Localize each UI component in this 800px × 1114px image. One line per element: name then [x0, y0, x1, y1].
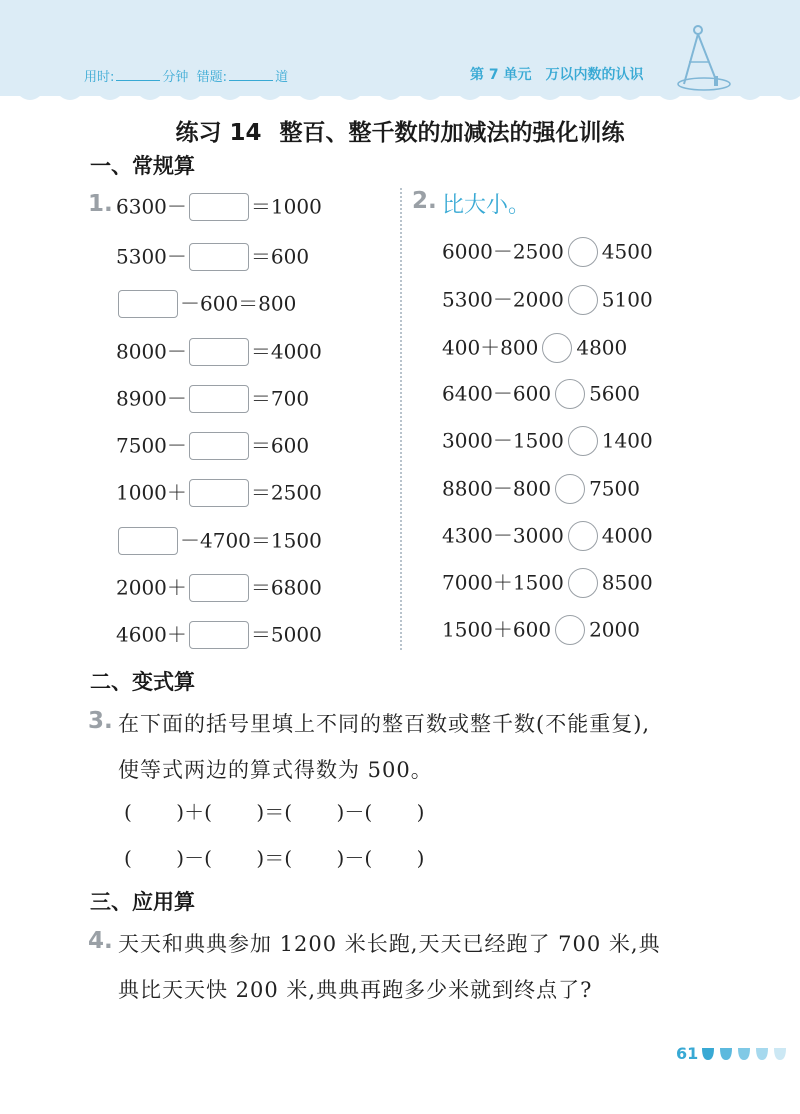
dao-label: 道: [275, 70, 289, 85]
answer-box[interactable]: [118, 290, 178, 318]
compare-right: 5600: [589, 381, 640, 406]
q1-row-pre: 2000＋: [116, 575, 187, 600]
answer-box[interactable]: [189, 574, 249, 602]
q1-row: [116, 430, 309, 458]
compare-circle[interactable]: [555, 379, 585, 409]
q2-title: 比大小。: [442, 193, 531, 218]
q4-text-line-2: 典比天天快 200 米,典典再跑多少米就到终点了?: [118, 978, 593, 1002]
compare-left: 4300－3000: [442, 523, 564, 548]
q1-row-pre: 1000＋: [116, 480, 187, 505]
compare-left: 6000－2500: [442, 239, 564, 264]
unit-heading: [470, 64, 644, 84]
exercise-title: 整百、整千数的加减法的强化训练: [279, 120, 625, 146]
q3-equation-1[interactable]: ( )＋( )＝( )－( ): [124, 800, 425, 824]
section-2-heading: 二、变式算: [90, 670, 195, 694]
q1-row-post: ＝600: [250, 244, 310, 269]
q1-row-post: －4700＝1500: [180, 528, 322, 553]
compare-row: [442, 234, 653, 266]
q1-number: 1.: [88, 191, 113, 217]
compare-right: 2000: [589, 617, 640, 642]
q1-row-pre: 4600＋: [116, 622, 187, 647]
compare-circle[interactable]: [568, 568, 598, 598]
q1-row-post: ＝6800: [250, 575, 322, 600]
q4-number: 4.: [88, 928, 113, 954]
answer-box[interactable]: [189, 193, 249, 221]
page-decoration-icon: [700, 1046, 792, 1062]
compare-circle[interactable]: [542, 333, 572, 363]
compare-circle[interactable]: [568, 426, 598, 456]
unit-title: 万以内数的认识: [545, 67, 644, 83]
compare-row: [442, 565, 653, 597]
compare-circle[interactable]: [568, 237, 598, 267]
q1-row-pre: 8900－: [116, 386, 187, 411]
answer-box[interactable]: [189, 621, 249, 649]
q1-row: [116, 336, 322, 364]
answer-box[interactable]: [189, 432, 249, 460]
compare-left: 8800－800: [442, 476, 552, 501]
compare-right: 4000: [601, 523, 653, 548]
compare-right: 4500: [601, 239, 653, 264]
answer-box[interactable]: [118, 527, 178, 555]
compare-left: 3000－1500: [442, 428, 564, 453]
compare-circle[interactable]: [568, 521, 598, 551]
q1-row-post: ＝700: [250, 386, 310, 411]
q1-row-pre: 7500－: [116, 433, 187, 458]
compare-row: [442, 471, 640, 503]
q1-row: [116, 383, 309, 411]
compare-right: 1400: [601, 428, 653, 453]
q1-row: [116, 477, 322, 505]
compare-right: 8500: [601, 570, 653, 595]
answer-box[interactable]: [189, 385, 249, 413]
q1-row-post: ＝4000: [250, 339, 322, 364]
q1-row-post: ＝5000: [250, 622, 322, 647]
page-title: [0, 114, 800, 147]
unit-number: 第 7 单元: [470, 67, 532, 83]
compare-left: 5300－2000: [442, 287, 564, 312]
compare-circle[interactable]: [568, 285, 598, 315]
compass-icon: [676, 22, 736, 94]
q2-number: 2.: [412, 188, 437, 214]
compare-row: [442, 282, 653, 314]
q1-row-pre: 8000－: [116, 339, 187, 364]
compare-left: 1500＋600: [442, 617, 552, 642]
q1-row-post: ＝600: [250, 433, 310, 458]
q1-row: [116, 288, 296, 316]
time-blank[interactable]: [116, 68, 160, 81]
compare-row: [442, 330, 627, 362]
page-number: 61: [676, 1044, 699, 1063]
compare-circle[interactable]: [555, 474, 585, 504]
q3-equation-2[interactable]: ( )－( )＝( )－( ): [124, 846, 425, 870]
exercise-number: 练习 14: [175, 120, 262, 146]
q1-row: [116, 241, 309, 269]
compare-right: 5100: [601, 287, 653, 312]
section-1-heading: 一、常规算: [90, 154, 195, 178]
q1-row: [116, 619, 322, 647]
answer-box[interactable]: [189, 243, 249, 271]
q1-row-pre: 6300－: [116, 194, 187, 219]
section-3-heading: 三、应用算: [90, 890, 195, 914]
q1-row-post: ＝2500: [250, 480, 322, 505]
compare-row: [442, 518, 653, 550]
time-record: [84, 66, 288, 85]
compare-right: 7500: [589, 476, 640, 501]
q1-row: [116, 191, 322, 219]
column-divider: [400, 188, 402, 650]
compare-left: 400＋800: [442, 335, 539, 360]
compare-circle[interactable]: [555, 615, 585, 645]
compare-left: 7000＋1500: [442, 570, 564, 595]
compare-row: [442, 423, 653, 455]
error-blank[interactable]: [229, 68, 273, 81]
compare-row: [442, 376, 640, 408]
time-label: 用时:: [84, 70, 115, 85]
compare-row: [442, 612, 640, 644]
minute-label: 分钟: [162, 70, 189, 85]
answer-box[interactable]: [189, 479, 249, 507]
q1-row: [116, 572, 322, 600]
compare-right: 4800: [576, 335, 628, 360]
q1-row-post: －600＝800: [180, 291, 297, 316]
q4-text-line-1: 天天和典典参加 1200 米长跑,天天已经跑了 700 米,典: [118, 932, 661, 956]
q1-row-post: ＝1000: [250, 194, 322, 219]
answer-box[interactable]: [189, 338, 249, 366]
error-label: 错题:: [196, 70, 228, 85]
q3-number: 3.: [88, 708, 113, 734]
q1-row: [116, 525, 322, 553]
q1-row-pre: 5300－: [116, 244, 187, 269]
q3-text-line-2: 使等式两边的算式得数为 500。: [118, 758, 433, 782]
compare-left: 6400－600: [442, 381, 552, 406]
q3-text-line-1: 在下面的括号里填上不同的整百数或整千数(不能重复),: [118, 712, 651, 736]
